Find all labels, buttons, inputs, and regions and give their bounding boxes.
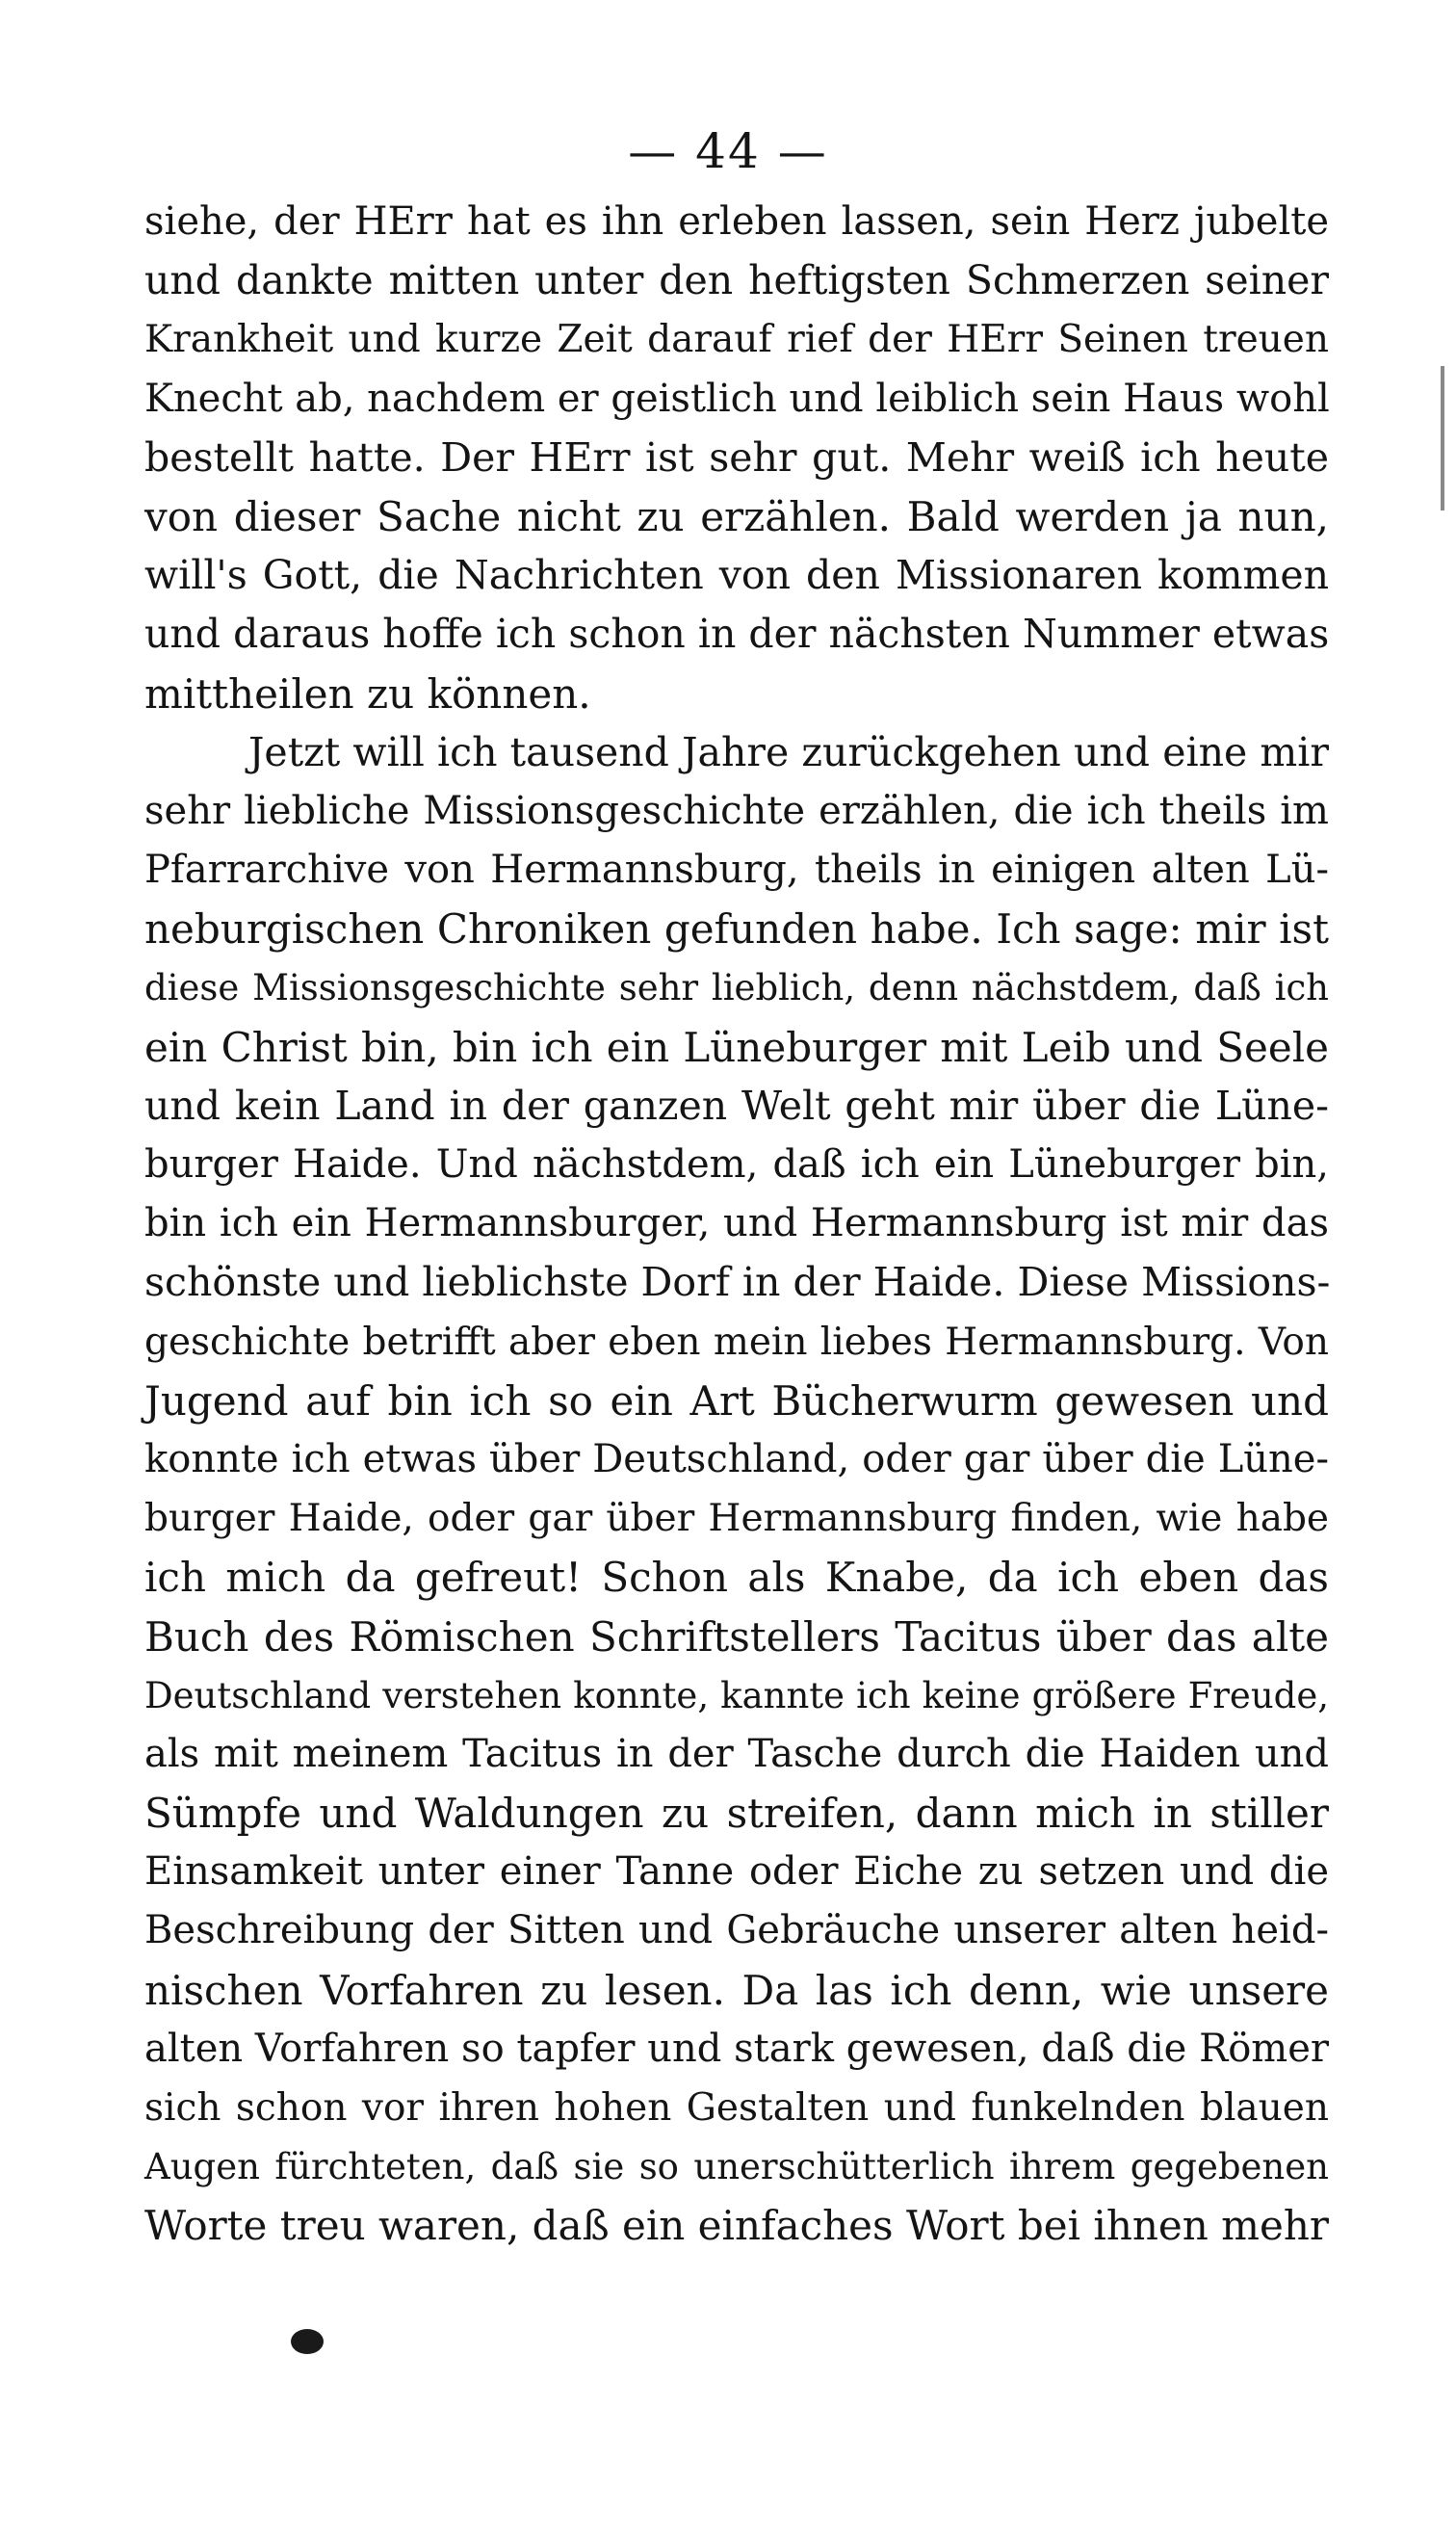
text-line: Einsamkeit unter einer Tanne oder Eiche zu setzen und die [144,1849,1329,1895]
text-line: von dieser Sache nicht zu erzählen. Bald werden ja nun, [144,492,1329,540]
text-line: Krankheit und kurze Zeit darauf rief der HErr Seinen treuen [144,318,1329,362]
text-line: sehr liebliche Missionsgeschichte erzählen, die ich theils im [144,788,1329,833]
text-line: bin ich ein Hermannsburger, und Hermannsburg ist mir das [144,1201,1329,1246]
text-line: burger Haide, oder gar über Hermannsburg finden, wie habe [144,1497,1329,1541]
text-line: und daraus hoffe ich schon in der nächsten Nummer etwas [144,611,1330,658]
text-line: Pfarrarchive von Hermannsburg, theils in einigen alten Lü- [144,848,1329,893]
text-line: Worte treu waren, daß ein einfaches Wort bei ihnen mehr [144,2202,1329,2250]
text-line: nischen Vorfahren zu lesen. Da las ich denn, wie unsere [144,1966,1329,2014]
paragraph-end-line: mittheilen zu können. [144,669,591,718]
text-line: geschichte betrifft aber eben mein liebes Hermannsburg. Von [144,1320,1329,1364]
text-line: Sümpfe und Waldungen zu streifen, dann mich in stiller [144,1790,1329,1838]
text-line: Jugend auf bin ich so ein Art Bücherwurm gewesen und [144,1376,1329,1425]
page-number: — 44 — [628,123,828,179]
text-line: bestellt hatte. Der HErr ist sehr gut. Mehr weiß ich heute [144,433,1329,481]
text-line: und kein Land in der ganzen Welt geht mir über die Lüne- [144,1082,1329,1129]
text-line: sich schon vor ihren hohen Gestalten und funkelnden blauen [144,2086,1329,2130]
body-text [144,193,1329,2256]
text-line: und dankte mitten unter den heftigsten Schmerzen seiner [144,257,1329,304]
page-edge-mark [1441,366,1444,510]
text-line: schönste und lieblichste Dorf in der Haide. Diese Missions- [144,1259,1331,1306]
text-line: Knecht ab, nachdem er geistlich und leiblich sein Haus wohl [144,376,1330,421]
text-line: neburgischen Chroniken gefunden habe. Ich sage: mir ist [144,905,1329,954]
ink-blot [291,2329,324,2354]
text-line: will's Gott, die Nachrichten von den Missionaren kommen [144,552,1329,599]
text-line: Deutschland verstehen konnte, kannte ich keine größere Freude, [144,1674,1329,1716]
text-line: konnte ich etwas über Deutschland, oder gar über die Lüne- [144,1436,1329,1481]
text-line: burger Haide. Und nächstdem, daß ich ein Lüneburger bin, [144,1142,1329,1187]
text-line: Buch des Römischen Schriftstellers Tacitus über das alte [144,1612,1329,1661]
text-line: Augen fürchteten, daß sie so unerschütterlich ihrem gegebenen [144,2146,1329,2188]
text-line: siehe, der HErr hat es ihn erleben lassen, sein Herz jubelte [144,199,1329,244]
text-line: diese Missionsgeschichte sehr lieblich, denn nächstdem, daß ich [144,967,1329,1009]
text-line: alten Vorfahren so tapfer und stark gewesen, daß die Römer [144,2026,1329,2071]
text-line: als mit meinem Tacitus in der Tasche durch die Haiden und [144,1731,1329,1776]
text-line: ich mich da gefreut! Schon als Knabe, da ich eben das [144,1554,1329,1602]
paragraph-start-line: Jetzt will ich tausend Jahre zurückgehen und eine mir [248,728,1329,775]
text-line: Beschreibung der Sitten und Gebräuche unserer alten heid- [144,1908,1329,1953]
text-line: ein Christ bin, bin ich ein Lüneburger mit Leib und Seele [144,1023,1329,1071]
